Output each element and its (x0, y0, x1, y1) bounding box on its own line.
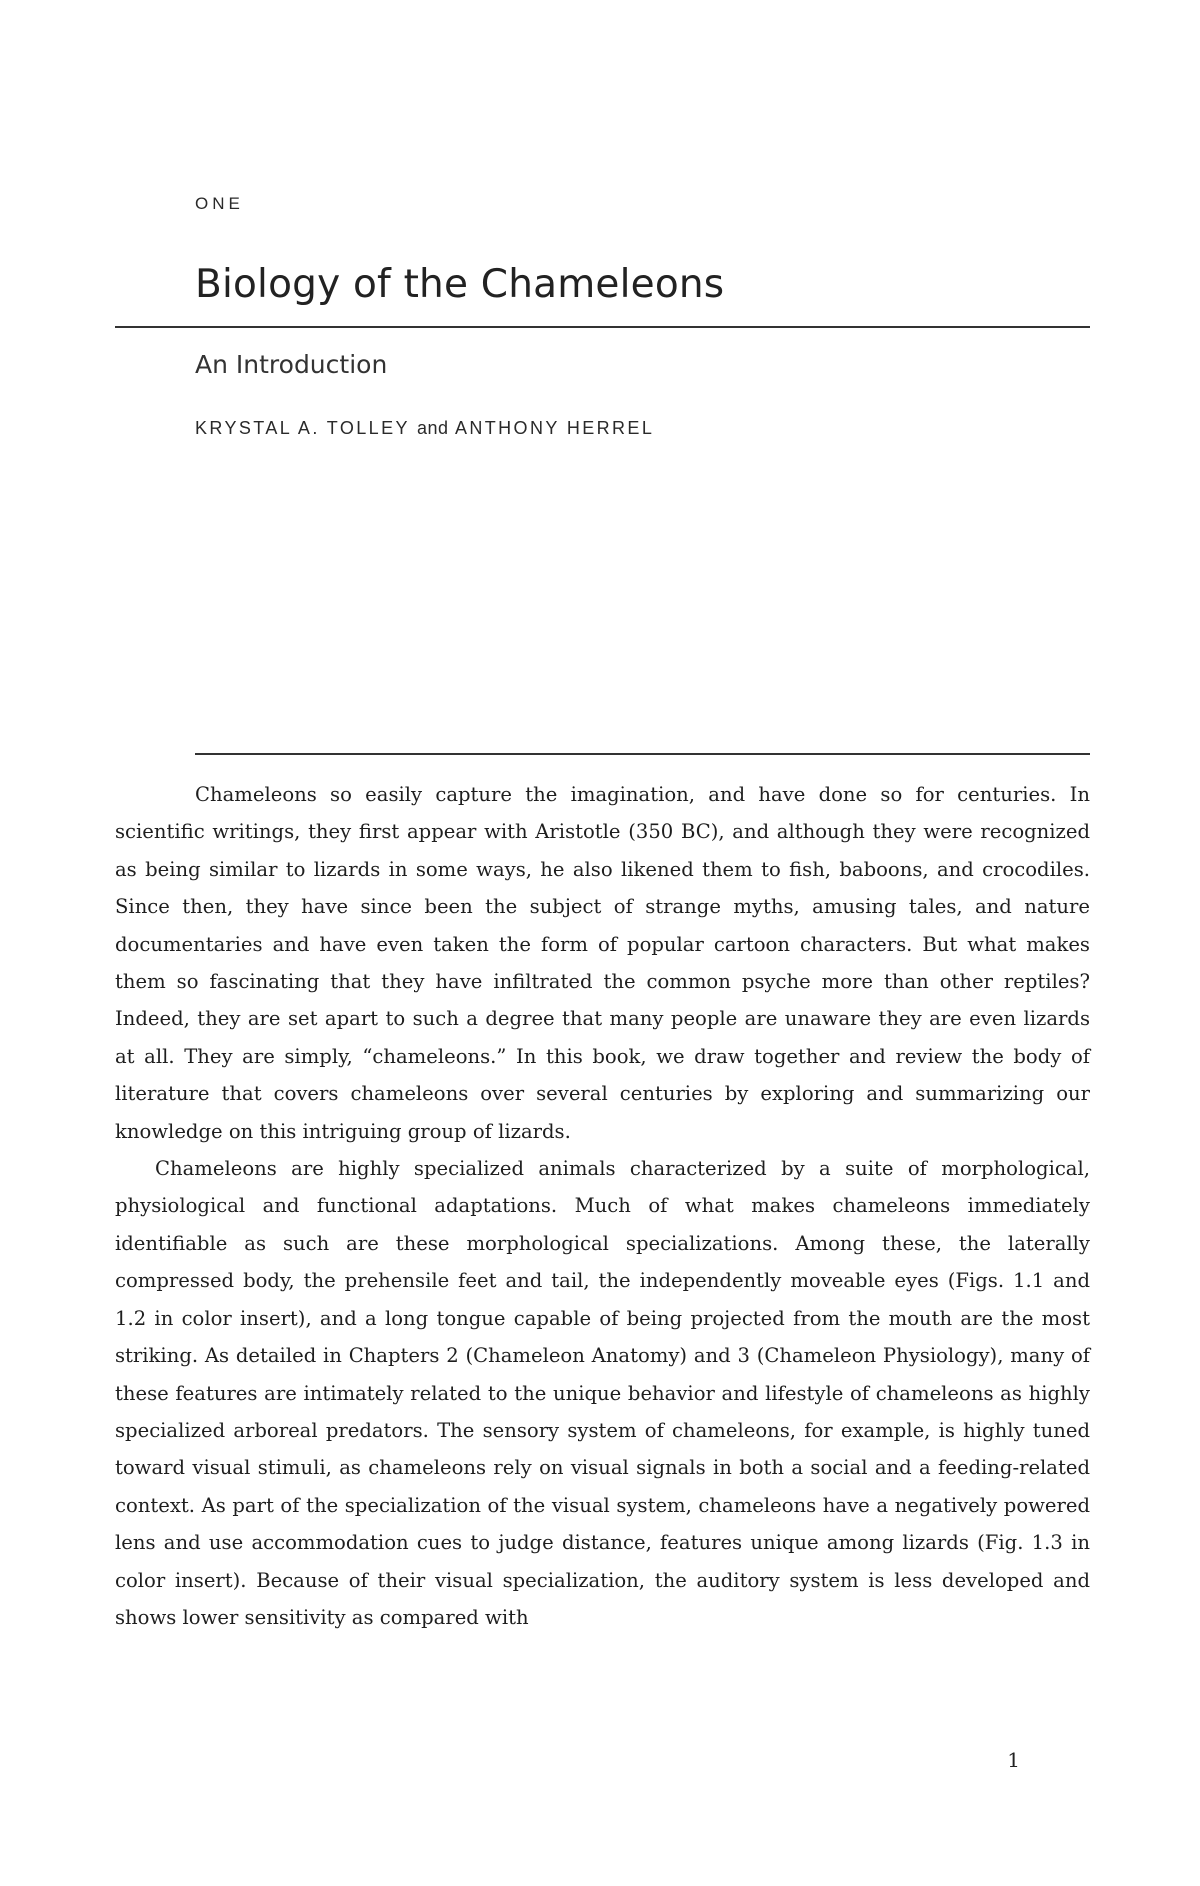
title-divider (115, 326, 1090, 328)
chapter-title: Biology of the Chameleons (195, 262, 725, 307)
chapter-subtitle: An Introduction (195, 350, 388, 379)
page-number: 1 (1007, 1748, 1020, 1772)
body-divider (195, 753, 1090, 755)
chapter-number-label: ONE (195, 194, 244, 213)
body-text (115, 776, 1090, 1636)
author-conjunction: and (416, 418, 449, 438)
author-first: KRYSTAL A. TOLLEY (195, 418, 410, 438)
chapter-authors (195, 418, 654, 439)
paragraph: Chameleons so easily capture the imagination, and have done so for centuries. In scientific writings, they first appear with Aristotle (350 BC), and although they were recognized as being similar to lizards in some ways, he also likened them to fish, baboons, and crocodiles. Since then, they have since been the subject of strange myths, amusing tales, and nature documentaries and have even taken the form of popular cartoon characters. But what makes them so fascinating that they have infiltrated the common psyche more than other reptiles? Indeed, they are set apart to such a degree that many people are unaware they are even lizards at all. They are simply, “chameleons.” In this book, we draw together and review the body of literature that covers chameleons over several centuries by exploring and summarizing our knowledge on this intriguing group of lizards. (115, 783, 1090, 1143)
paragraph: Chameleons are highly specialized animals characterized by a suite of morphological, physiological and functional adaptations. Much of what makes chameleons immediately identifiable as such are these morphological specializations. Among these, the laterally compressed body, the prehensile feet and tail, the independently moveable eyes (Figs. 1.1 and 1.2 in color insert), and a long tongue capable of being projected from the mouth are the most striking. As detailed in Chapters 2 (Chameleon Anatomy) and 3 (Chameleon Physiology), many of these features are intimately related to the unique behavior and lifestyle of chameleons as highly specialized arboreal predators. The sensory system of chameleons, for example, is highly tuned toward visual stimuli, as chameleons rely on visual signals in both a social and a feeding-related context. As part of the specialization of the visual system, chameleons have a negatively powered lens and use accommodation cues to judge distance, features unique among lizards (Fig. 1.3 in color insert). Because of their visual specialization, the auditory system is less developed and shows lower sensitivity as compared with (115, 1157, 1090, 1629)
author-second: ANTHONY HERREL (454, 418, 655, 438)
